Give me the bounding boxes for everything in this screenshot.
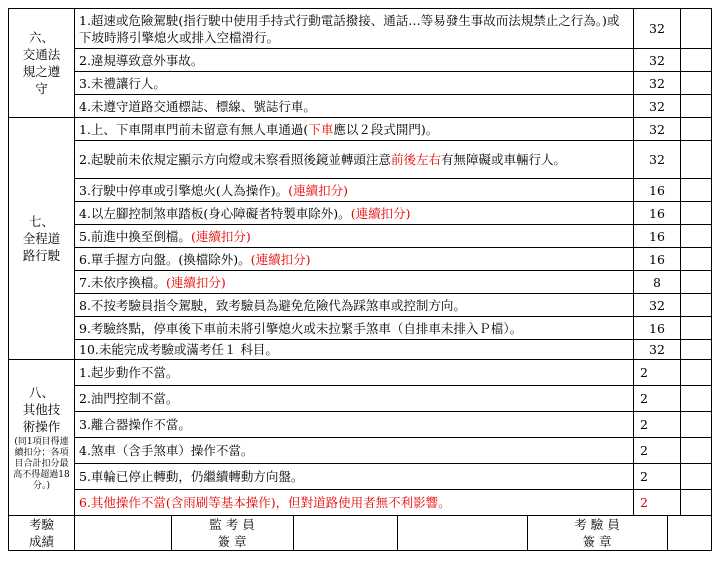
deduction-table bbox=[8, 8, 712, 551]
deduction-points: 16 bbox=[634, 248, 681, 271]
category-label-line: 六、 bbox=[28, 30, 54, 45]
table-row bbox=[9, 202, 712, 225]
violation-item bbox=[75, 412, 634, 438]
deduction-points: 2 bbox=[634, 490, 681, 516]
violation-highlight: (連續扣分) bbox=[190, 228, 251, 244]
violation-item bbox=[75, 9, 634, 49]
violation-text: 3.離合器操作不當。 bbox=[79, 417, 191, 432]
category-label-line: 八、 bbox=[28, 384, 54, 400]
table-row bbox=[9, 118, 712, 141]
violation-item bbox=[75, 49, 634, 72]
violation-text: 10.未能完成考驗或滿考任１ 科目。 bbox=[79, 342, 278, 357]
category-label-line: 規之遵 bbox=[22, 64, 61, 79]
violation-highlight: 6.其他操作不當(含雨刷等基本操作)，但對道路使用者無不利影響。 bbox=[79, 495, 451, 510]
score-cell bbox=[681, 248, 712, 271]
table-row bbox=[9, 225, 712, 248]
violation-text: 5.前進中換至倒檔。 bbox=[79, 228, 191, 244]
deduction-points: 2 bbox=[634, 464, 681, 490]
deduction-points: 2 bbox=[634, 438, 681, 464]
signature-row bbox=[9, 516, 712, 551]
violation-item bbox=[75, 340, 634, 360]
signature-grid bbox=[75, 516, 720, 550]
violation-text: 6.單手握方向盤。(換檔除外)。 bbox=[79, 251, 251, 267]
deduction-points: 32 bbox=[634, 294, 681, 317]
category-note: (同1項目得連續扣分；各項目合計扣分最高不得超過18分。) bbox=[13, 436, 70, 491]
violation-item bbox=[75, 386, 634, 412]
category-label-line: 路行駛 bbox=[22, 248, 61, 263]
score-cell bbox=[681, 9, 712, 49]
category-cell bbox=[9, 360, 75, 516]
score-cell bbox=[681, 490, 712, 516]
score-label-line1: 考驗 bbox=[28, 517, 54, 532]
examiner-label-line1: 考 驗 員 bbox=[574, 517, 620, 532]
deduction-points: 16 bbox=[634, 202, 681, 225]
deduction-points: 16 bbox=[634, 317, 681, 340]
violation-item bbox=[75, 118, 634, 141]
table-row bbox=[9, 72, 712, 95]
violation-item bbox=[75, 317, 634, 340]
score-cell bbox=[681, 317, 712, 340]
table-row bbox=[9, 340, 712, 360]
violation-text: 7.未依序換檔。 bbox=[79, 274, 166, 290]
deduction-points: 32 bbox=[634, 95, 681, 118]
table-row bbox=[9, 317, 712, 340]
violation-item bbox=[75, 95, 634, 118]
table-row bbox=[9, 360, 712, 386]
deduction-points: 32 bbox=[634, 118, 681, 141]
table-row bbox=[9, 141, 712, 179]
table-row bbox=[9, 412, 712, 438]
score-label-line2: 成績 bbox=[28, 534, 54, 549]
deduction-points: 16 bbox=[634, 179, 681, 202]
deduction-points: 2 bbox=[634, 412, 681, 438]
violation-text: 9.考驗終點，停車後下車前未將引擎熄火或未拉緊手煞車（自排車未排入Ｐ檔）。 bbox=[79, 320, 523, 336]
deduction-points: 32 bbox=[634, 49, 681, 72]
signature-footer bbox=[9, 516, 712, 551]
deduction-points: 8 bbox=[634, 271, 681, 294]
violation-highlight: (連續扣分) bbox=[350, 205, 411, 221]
table-row bbox=[9, 464, 712, 490]
table-row bbox=[9, 271, 712, 294]
score-cell bbox=[681, 271, 712, 294]
violation-item bbox=[75, 294, 634, 317]
table-row bbox=[9, 49, 712, 72]
category-label-line: 術操作 bbox=[22, 418, 61, 434]
supervisor-label-line1: 監 考 員 bbox=[209, 517, 255, 532]
deduction-points: 16 bbox=[634, 225, 681, 248]
violation-item bbox=[75, 490, 634, 516]
violation-item bbox=[75, 438, 634, 464]
violation-text: 4.煞車（含手煞車）操作不當。 bbox=[79, 443, 254, 458]
score-label-cell bbox=[9, 516, 75, 551]
violation-highlight: 前後左右 bbox=[390, 152, 441, 167]
score-cell bbox=[681, 95, 712, 118]
score-cell bbox=[681, 202, 712, 225]
examiner-signature-cell bbox=[667, 516, 720, 550]
score-cell bbox=[681, 179, 712, 202]
deduction-points: 32 bbox=[634, 141, 681, 179]
score-cell bbox=[681, 49, 712, 72]
category-label-line: 守 bbox=[35, 81, 48, 96]
violation-item bbox=[75, 360, 634, 386]
violation-text: 4.未遵守道路交通標誌、標線、號誌行車。 bbox=[79, 98, 316, 114]
supervisor-label-cell bbox=[171, 516, 293, 550]
violation-highlight: 下車 bbox=[308, 121, 334, 137]
deduction-table-body bbox=[9, 9, 712, 516]
signature-area bbox=[75, 516, 712, 551]
supervisor-signature-cell bbox=[293, 516, 397, 550]
deduction-points: 2 bbox=[634, 360, 681, 386]
table-row bbox=[9, 438, 712, 464]
violation-item bbox=[75, 72, 634, 95]
score-cell bbox=[681, 464, 712, 490]
deduction-points: 32 bbox=[634, 9, 681, 49]
violation-text: 2.起駛前未依規定顯示方向燈或未察看照後鏡並轉頭注意 bbox=[79, 152, 391, 167]
score-cell bbox=[681, 141, 712, 179]
violation-text: 1.上、下車開車門前未留意有無人車通過( bbox=[79, 121, 309, 137]
violation-text: 有無障礙或車輛行人。 bbox=[440, 152, 566, 167]
table-row bbox=[9, 179, 712, 202]
table-row bbox=[9, 386, 712, 412]
table-row bbox=[9, 9, 712, 49]
violation-item bbox=[75, 464, 634, 490]
violation-text: 4.以左腳控制煞車踏板(身心障礙者特製車除外)。 bbox=[79, 205, 351, 221]
score-cell bbox=[681, 294, 712, 317]
score-cell bbox=[681, 360, 712, 386]
supervisor-label-line2: 簽 章 bbox=[217, 534, 247, 549]
violation-text: 2.油門控制不當。 bbox=[79, 391, 179, 406]
violation-item bbox=[75, 141, 634, 179]
score-cell bbox=[681, 72, 712, 95]
violation-text: 1.超速或危險駕駛(指行駛中使用手持式行動電話撥接、通話…等易發生事故而法規禁止之行為。)或下坡時將引擎熄火或排入空檔滑行。 bbox=[79, 12, 620, 45]
violation-item bbox=[75, 225, 634, 248]
examiner-label-line2: 簽 章 bbox=[582, 534, 612, 549]
violation-text: 5.車輪已停止轉動，仍繼續轉動方向盤。 bbox=[79, 469, 304, 484]
score-cell bbox=[681, 412, 712, 438]
violation-text: 2.違規導致意外事故。 bbox=[79, 52, 204, 68]
table-row bbox=[9, 294, 712, 317]
category-label-line: 交通法 bbox=[22, 47, 61, 62]
violation-item bbox=[75, 202, 634, 225]
score-cell bbox=[681, 225, 712, 248]
category-label-line: 七、 bbox=[28, 214, 54, 229]
spacer-cell bbox=[397, 516, 527, 550]
violation-highlight: (連續扣分) bbox=[165, 274, 226, 290]
violation-item bbox=[75, 248, 634, 271]
table-row bbox=[9, 490, 712, 516]
category-label-line: 全程道 bbox=[22, 231, 61, 246]
examiner-label-cell bbox=[527, 516, 667, 550]
score-cell bbox=[681, 386, 712, 412]
deduction-points: 32 bbox=[634, 340, 681, 360]
score-cell bbox=[681, 438, 712, 464]
score-value-cell bbox=[75, 516, 171, 550]
violation-highlight: (連續扣分) bbox=[250, 251, 311, 267]
violation-text: 1.起步動作不當。 bbox=[79, 365, 179, 380]
score-cell bbox=[681, 340, 712, 360]
category-cell bbox=[9, 118, 75, 360]
violation-text: 3.未禮讓行人。 bbox=[79, 75, 166, 91]
deduction-points: 32 bbox=[634, 72, 681, 95]
violation-item bbox=[75, 271, 634, 294]
violation-text: 8.不按考驗員指令駕駛，致考驗員為避免危險代為踩煞車或控制方向。 bbox=[79, 297, 466, 313]
violation-highlight: (連續扣分) bbox=[288, 182, 348, 198]
table-row bbox=[9, 248, 712, 271]
table-row bbox=[9, 95, 712, 118]
violation-item bbox=[75, 179, 634, 202]
deduction-points: 2 bbox=[634, 386, 681, 412]
violation-text: 3.行駛中停車或引擎熄火(人為操作)。 bbox=[79, 182, 289, 198]
score-cell bbox=[681, 118, 712, 141]
category-label-line: 其他技 bbox=[22, 401, 61, 417]
category-cell bbox=[9, 9, 75, 118]
violation-text: 應以２段式開門)。 bbox=[333, 121, 439, 137]
